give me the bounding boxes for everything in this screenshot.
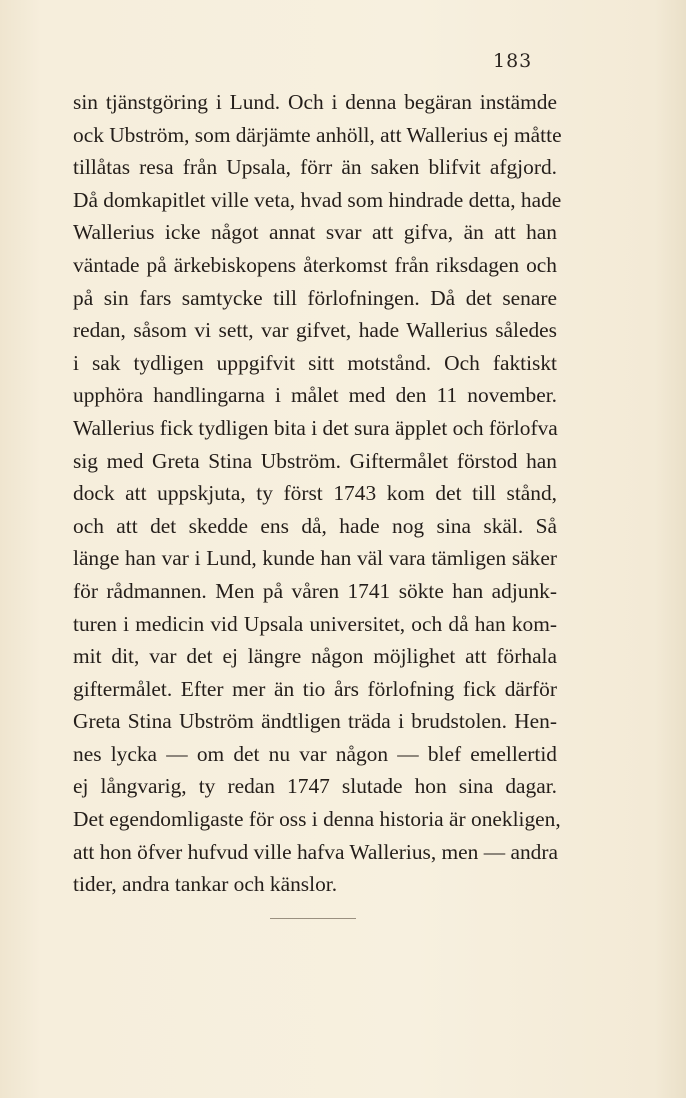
text-line: redan, såsom vi sett, var gifvet, hade Wallerius således <box>73 318 557 343</box>
text-line: turen i medicin vid Upsala universitet, och då han kom- <box>73 611 557 636</box>
text-line: i sak tydligen uppgifvit sitt motstånd. Och faktiskt <box>73 350 557 375</box>
page-number: 183 <box>493 50 533 72</box>
text-line: nes lycka — om det nu var någon — blef emellertid <box>73 741 557 766</box>
text-line: att hon öfver hufvud ville hafva Wallerius, men — andra <box>73 839 558 864</box>
text-line: giftermålet. Efter mer än tio års förlofning fick därför <box>73 676 557 701</box>
text-line: Wallerius fick tydligen bita i det sura äpplet och förlofva <box>73 415 558 440</box>
text-line: sin tjänstgöring i Lund. Och i denna begäran instämde <box>73 90 557 114</box>
text-line: sig med Greta Stina Ubström. Giftermålet förstod han <box>73 448 557 473</box>
text-line: tider, andra tankar och känslor. <box>73 872 338 897</box>
body-text <box>73 86 562 901</box>
text-line: för rådmannen. Men på våren 1741 sökte han adjunk- <box>73 578 557 603</box>
text-line: upphöra handlingarna i målet med den 11 november. <box>73 383 557 408</box>
text-line: Wallerius icke något annat svar att gifva, än att han <box>73 220 557 245</box>
text-line: på sin fars samtycke till förlofningen. Då det senare <box>73 285 557 310</box>
text-line: länge han var i Lund, kunde han väl vara tämligen säker <box>73 546 557 571</box>
text-line: väntade på ärkebiskopens återkomst från riksdagen och <box>73 252 557 277</box>
text-line: Det egendomligaste för oss i denna historia är onekligen, <box>73 807 561 832</box>
text-line: mit dit, var det ej längre någon möjlighet att förhala <box>73 644 557 669</box>
text-line: ock Ubström, som därjämte anhöll, att Wallerius ej måtte <box>73 122 562 147</box>
text-line: och att det skedde ens då, hade nog sina skäl. Så <box>73 513 557 538</box>
section-divider <box>270 918 356 919</box>
text-line: tillåtas resa från Upsala, förr än saken blifvit afgjord. <box>73 155 557 180</box>
text-line: dock att uppskjuta, ty först 1743 kom det till stånd, <box>73 481 557 506</box>
text-line: ej långvarig, ty redan 1747 slutade hon sina dagar. <box>73 774 557 799</box>
text-line: Då domkapitlet ville veta, hvad som hindrade detta, hade <box>73 187 562 212</box>
text-line: Greta Stina Ubström ändtligen träda i brudstolen. Hen- <box>73 709 557 734</box>
